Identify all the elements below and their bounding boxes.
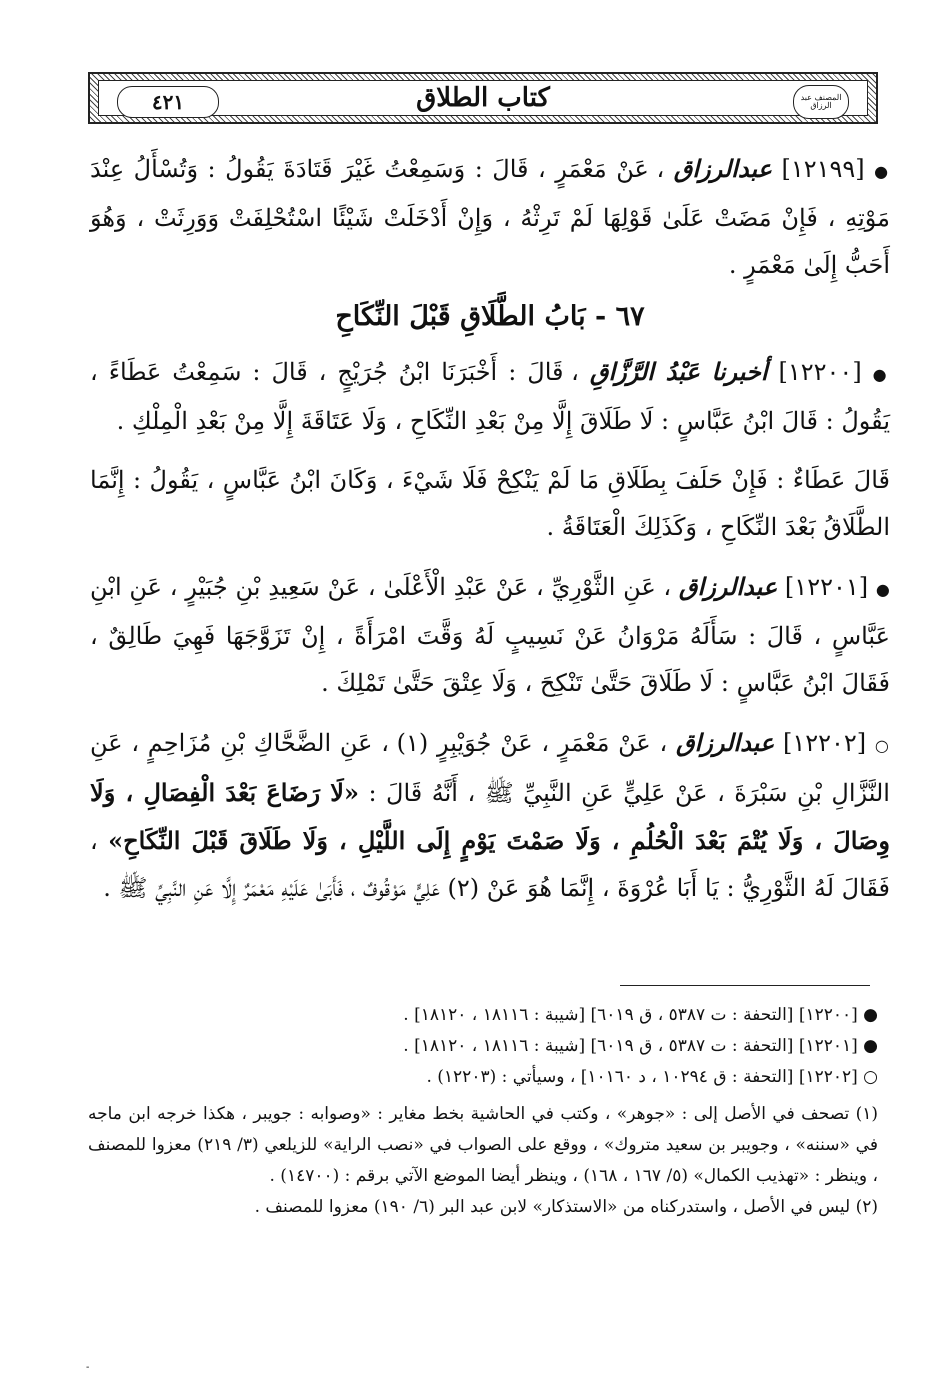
hadith-source: أخبرنا عَبْدُ الرَّزَّاقِ (589, 357, 768, 386)
hadith-12201 (90, 563, 890, 707)
ata-statement (90, 457, 890, 551)
bullet-marker: ● (874, 162, 890, 181)
hadith-12202 (90, 719, 890, 912)
hadith-12199 (90, 145, 890, 289)
page-mark: - (86, 1362, 90, 1373)
page-number: ٤٢١ (117, 86, 219, 118)
footnote-2: (٢) ليس في الأصل ، واستدركناه من «الاستذكار» لابن عبد البر (٦/ ١٩٠) معزوا للمصنف . (254, 1197, 878, 1217)
bullet-marker: ● (872, 365, 890, 384)
page-header (88, 72, 878, 124)
hadith-number: [١٢٢٠٠] (778, 358, 862, 386)
hadith-tail: ، فَقَالَ لَهُ الثَّوْرِيُّ : يَا أَبَا عُرْوَةَ ، إِنَّمَا هُوَ عَنْ (٢) عَلِيٍّ مَوْقُوفٌ ، فَأَبَىٰ عَلَيْهِ مَعْمَرٌ إِلَّا عَنِ النَّبِيِّ ﷺ . (90, 827, 890, 902)
hadith-number: [١٢٢٠٢] (782, 729, 867, 757)
hadith-source: عبدالرزاق (675, 728, 775, 757)
circle-marker: ○ (874, 736, 890, 755)
header-frame (98, 80, 868, 116)
hadith-text: ، عَنْ مَعْمَرٍ ، عَنْ جُوَيْبِرٍ (١) ، عَنِ الضَّحَّاكِ بْنِ مُزَاحِمٍ ، عَنِ النَّزَّالِ بْنِ سَبْرَةَ ، عَنْ عَلِيٍّ عَنِ النَّبِيِّ ﷺ ، أَنَّهُ قَالَ : (90, 729, 890, 807)
hadith-number: [١٢٢٠١] (784, 573, 869, 601)
footnote-1: (١) تصحف في الأصل إلى : «جوهر» ، وكتب في الحاشية بخط مغاير : «وصوابه : جويبر ، هكذا خرجه ابن ماجه في «سننه» ، وجويبر بن سعيد متروك» ، ووقع على الصواب في «نصب الراية» للزيلعي (٣/ ٢١٩) معزوا للمصنف ، وينظر : «تهذيب الكمال» (٥/ ١٦٧ ، ١٦٨) ، وينظر أيضا الموضع الآتي برقم : (١٤٧٠٠) . (88, 1104, 878, 1186)
hadith-text: ، قَالَ : أَخْبَرَنَا ابْنُ جُرَيْجٍ ، قَالَ : سَمِعْتُ عَطَاءً ، يَقُولُ : قَالَ ابْنُ عَبَّاسٍ : لَا طَلَاقَ إِلَّا مِنْ بَعْدِ النِّكَاحِ ، وَلَا عَتَاقَةَ إِلَّا مِنْ بَعْدِ الْمِلْكِ . (90, 358, 890, 435)
statement-text: قَالَ عَطَاءٌ : فَإِنْ حَلَفَ بِطَلَاقِ مَا لَمْ يَنْكِحْ فَلَا شَيْءَ ، وَكَانَ ابْنُ عَبَّاسٍ ، يَقُولُ : إِنَّمَا الطَّلَاقُ بَعْدَ النِّكَاحِ ، وَكَذَلِكَ الْعَتَاقَةُ . (90, 466, 890, 541)
book-emblem (793, 85, 849, 119)
footnote-divider (620, 985, 870, 986)
hadith-source: عبدالرزاق (673, 154, 772, 183)
hadith-text: ، عَنْ مَعْمَرٍ ، قَالَ : وَسَمِعْتُ غَيْرَ قَتَادَةَ يَقُولُ : وَتُسْأَلُ عِنْدَ مَوْتِهِ ، فَإِنْ مَضَتْ عَلَىٰ قَوْلِهَا لَمْ تَرِثْهُ ، وَإِنْ أَدْخَلَتْ شَيْئًا اسْتُحْلِفَتْ وَوَرِثَتْ ، وَهُوَ أَحَبُّ إِلَىٰ مَعْمَرٍ . (90, 155, 891, 279)
emblem-text: المصنف عبد الرزاق (800, 93, 842, 110)
main-text (90, 145, 890, 924)
hadith-text: ، عَنِ الثَّوْرِيِّ ، عَنْ عَبْدِ الْأَعْلَىٰ ، عَنْ سَعِيدِ بْنِ جُبَيْرٍ ، عَنِ ابْنِ عَبَّاسٍ ، قَالَ : سَأَلَهُ مَرْوَانُ عَنْ نَسِيبٍ لَهُ وَقَّتَ امْرَأَةً ، إِنْ تَزَوَّجَهَا فَهِيَ طَالِقٌ ، فَقَالَ ابْنُ عَبَّاسٍ : لَا طَلَاقَ حَتَّىٰ تَنْكِحَ ، وَلَا عِتْقَ حَتَّىٰ تَمْلِكَ . (90, 573, 890, 697)
chapter-heading: ٦٧ - بَابُ الطَّلَاقِ قَبْلَ النِّكَاحِ (335, 301, 645, 332)
book-title: كتاب الطلاق (416, 83, 550, 113)
footnotes (88, 1000, 878, 1223)
hadith-12200 (90, 348, 890, 445)
footnote-ref-12201: ● [١٢٢٠١] [التحفة : ت ٥٣٨٧ ، ق ٦٠١٩] [شيبة : ١٨١١٦ ، ١٨١٢٠] . (403, 1036, 878, 1056)
footnote-ref-12202: ○ [١٢٢٠٢] [التحفة : ق ١٠٢٩٤ ، د ١٠١٦٠] ، وسيأتي : (١٢٢٠٣) . (426, 1067, 878, 1087)
footnote-ref-12200: ● [١٢٢٠٠] [التحفة : ت ٥٣٨٧ ، ق ٦٠١٩] [شيبة : ١٨١١٦ ، ١٨١٢٠] . (403, 1005, 878, 1025)
prophetic-saying: «لَا رَضَاعَ بَعْدَ الْفِصَالِ ، وَلَا وِصَالَ ، وَلَا يُتْمَ بَعْدَ الْحُلُمِ ، وَلَا صَمْتَ يَوْمٍ إِلَى اللَّيْلِ ، وَلَا طَلَاقَ قَبْلَ النِّكَاحِ» (90, 778, 890, 855)
hadith-number: [١٢١٩٩] (781, 155, 865, 183)
hadith-source: عبدالرزاق (678, 572, 778, 601)
bullet-marker: ● (875, 580, 890, 599)
